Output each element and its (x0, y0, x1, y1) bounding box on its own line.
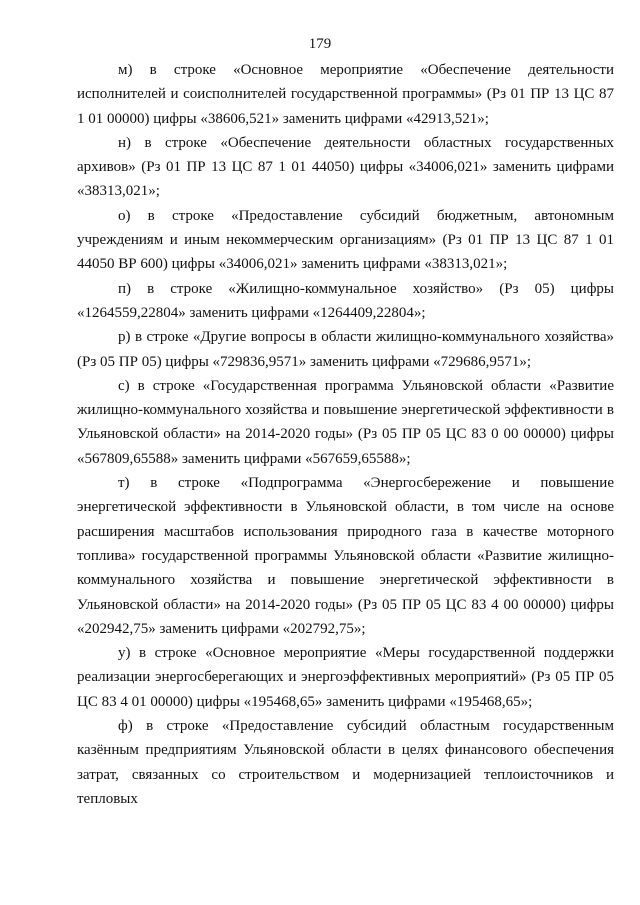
paragraph-o: о) в строке «Предоставление субсидий бюджетным, автономным учреждениям и иным некоммерческим организациям» (Рз 01 ПР 13 ЦС 87 1 01 44050 ВР 600) цифры «34006,021» заменить цифрами «38313,021»; (77, 207, 614, 273)
paragraph-n: н) в строке «Обеспечение деятельности областных государственных архивов» (Рз 01 ПР 13 ЦС 87 1 01 44050) цифры «34006,021» заменить цифрами «38313,021»; (77, 134, 614, 200)
document-body (77, 58, 614, 811)
paragraph-m: м) в строке «Основное мероприятие «Обеспечение деятельности исполнителей и соисполнителей государственной программы» (Рз 01 ПР 13 ЦС 87 1 01 00000) цифры «38606,521» заменить цифрами «42913,521»; (77, 62, 614, 127)
paragraph-f: ф) в строке «Предоставление субсидий областным государственным казённым предприятиям Ульяновской области в целях финансового обеспечения затрат, связанных со строительством и модернизацией теплоисточников и тепловых (77, 718, 614, 807)
page-number: 179 (308, 36, 332, 52)
paragraph-t: т) в строке «Подпрограмма «Энергосбережение и повышение энергетической эффективности в Ульяновской области, в том числе на основе расширения масштабов использования природного газа в качестве моторного топлива» государственной программы Ульяновской области «Развитие жилищно-коммунального хозяйства и повышение энергетической эффективности в Ульяновской области» на 2014-2020 годы» (Рз 05 ПР 05 ЦС 83 4 00 00000) цифры «202942,75» заменить цифрами «202792,75»; (77, 475, 614, 637)
paragraph-r: р) в строке «Другие вопросы в области жилищно-коммунального хозяйства» (Рз 05 ПР 05) цифры «729836,9571» заменить цифрами «729686,9571»; (77, 329, 614, 370)
paragraph-s: с) в строке «Государственная программа Ульяновской области «Развитие жилищно-коммунального хозяйства и повышение энергетической эффективности в Ульяновской области» на 2014-2020 годы» (Рз 05 ПР 05 ЦС 83 0 00 00000) цифры «567809,65588» заменить цифрами «567659,65588»; (77, 377, 614, 467)
paragraph-u: у) в строке «Основное мероприятие «Меры государственной поддержки реализации энергосберегающих и энергоэффективных мероприятий» (Рз 05 ПР 05 ЦС 83 4 01 00000) цифры «195468,65» заменить цифрами «195468,65»; (77, 645, 614, 710)
paragraph-p: п) в строке «Жилищно-коммунальное хозяйство» (Рз 05) цифры «1264559,22804» заменить цифрами «1264409,22804»; (77, 280, 614, 321)
